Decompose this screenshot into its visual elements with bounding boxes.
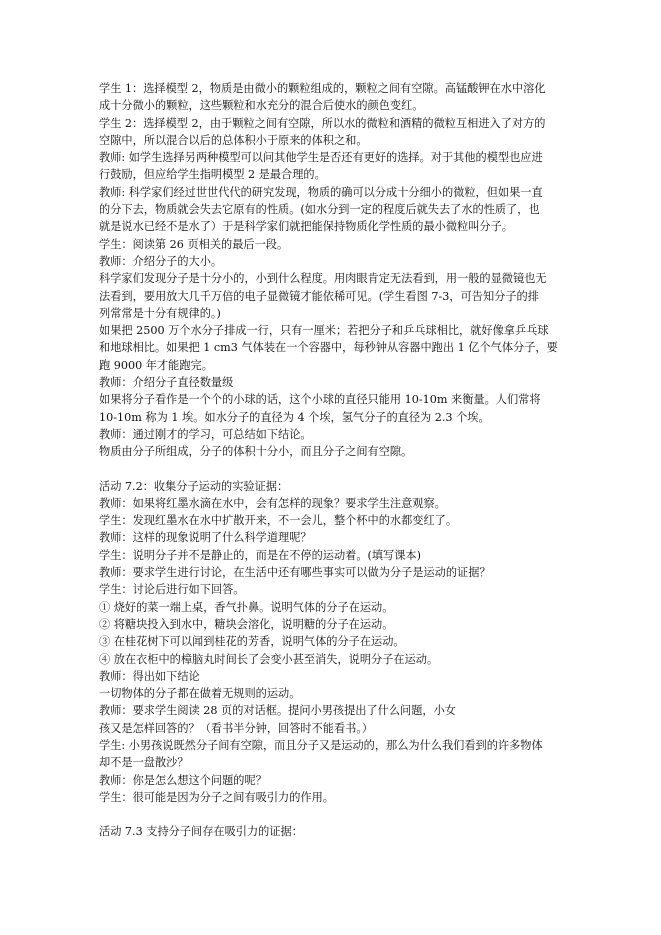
text-line: 学生：说明分子并不是静止的，而是在不停的运动着。(填写课本) [99,548,421,562]
text-line: 一切物体的分子都在做着无规则的运动。 [99,687,301,701]
text-line: 如果将分子看作是一个个的小球的话，这个小球的直径只能用 10-10m 来衡量。人们常将 [99,393,541,407]
text-line: 科学家们发现分子是十分小的，小到什么程度。用肉眼肯定无法看到，用一般的显微镜也无 [99,272,547,286]
paragraph-gap [99,461,601,478]
text-line: 学生：很可能是因为分子之间有吸引力的作用。 [99,790,334,804]
text-line: 活动 7.2：收集分子运动的实验证据： [99,479,289,493]
text-line: 和地球相比。如果把 1 cm3 气体装在一个容器中，每秒钟从容器中跑出 1 亿个气体分子，要 [99,341,558,355]
text-line: 教师：你是怎么想这个问题的呢？ [99,773,267,787]
text-line: 如果把 2500 万个水分子排成一行，只有一厘米；若把分子和乒乓球相比，就好像拿乒乓球 [99,324,549,338]
text-line: 行鼓励，但应给学生指明模型 2 是最合理的。 [99,168,326,182]
text-line: 教师：介绍分子直径数量级 [99,376,234,390]
text-line: 孩又是怎样回答的？（看书半分钟，回答时不能看书。） [99,721,374,735]
text-line: 教师：这样的现象说明了什么科学道理呢？ [99,531,312,545]
text-line: 10-10m 称为 1 埃。如水分子的直径为 4 个埃，氢气分子的直径为 2.3 个埃。 [99,410,490,424]
text-line: 却不是一盘散沙？ [99,756,189,770]
text-line: 教师：得出如下结论 [99,669,200,683]
text-line: 法看到，要用放大几千万倍的电子显微镜才能依稀可见。(学生看图 7-3，可告知分子的排 [99,289,539,303]
text-line: 学生: 小男孩说既然分子间有空隙，而且分子又是运动的，那么为什么我们看到的许多物体 [99,738,543,752]
text-line: 教师：要求学生阅读 28 页的对话框。提问小男孩提出了什么问题，小女 [99,704,456,718]
text-line: 跑 9000 年才能跑完。 [99,358,213,372]
text-line: 学生 2：选择模型 2，由于颗粒之间有空隙，所以水的微粒和酒精的微粒互相进入了对方的 [99,116,546,130]
text-line: 学生：讨论后进行如下回答。 [99,583,245,597]
text-line: 教师：介绍分子的大小。 [99,254,223,268]
text-line: ① 烧好的菜一端上桌，香气扑鼻。说明气体的分子在运动。 [99,600,394,614]
text-line: 教师：要求学生进行讨论，在生活中还有哪些事实可以做为分子是运动的证据？ [99,566,491,580]
text-line: 学生：阅读第 26 页相关的最后一段。 [99,237,289,251]
text-line: ② 将糖块投入到水中，糖块会溶化，说明糖的分子在运动。 [99,617,394,631]
text-line: 活动 7.3 支持分子间存在吸引力的证据： [99,825,303,839]
text-line: ④ 放在衣柜中的樟脑丸时间长了会变小甚至消失，说明分子在运动。 [99,652,439,666]
text-line: ③ 在桂花树下可以闻到桂花的芳香，说明气体的分子在运动。 [99,635,405,649]
text-line: 教师: 如学生选择另两种模型可以问其他学生是否还有更好的选择。对于其他的模型也应进 [99,151,543,165]
paragraph-gap [99,806,601,823]
text-line: 学生：发现红墨水在水中扩散开来，不一会儿，整个杯中的水都变红了。 [99,514,458,528]
text-line: 就是说水已经不是水了）于是科学家们就把能保持物质化学性质的最小微粒叫分子。 [99,220,513,234]
text-line: 的分下去，物质就会失去它原有的性质。(如水分到一定的程度后就失去了水的性质了，也 [99,203,540,217]
text-line: 教师：通过刚才的学习，可总结如下结论。 [99,427,312,441]
text-line: 成十分微小的颗粒，这些颗粒和水充分的混合后使水的颜色变红。 [99,99,424,113]
text-line: 空隙中，所以混合以后的总体积小于原来的体积之和。 [99,133,368,147]
text-line: 物质由分子所组成，分子的体积十分小，而且分子之间有空隙。 [99,445,413,459]
text-line: 学生 1：选择模型 2，物质是由微小的颗粒组成的，颗粒之间有空隙。高锰酸钾在水中溶化 [99,82,546,95]
text-line: 教师：如果将红墨水滴在水中，会有怎样的现象？要求学生注意观察。 [99,496,446,510]
text-line: 列常常是十分有规律的。) [99,306,221,320]
text-line: 教师: 科学家们经过世世代代的研究发现，物质的确可以分成十分细小的微粒，但如果一直 [99,185,543,199]
